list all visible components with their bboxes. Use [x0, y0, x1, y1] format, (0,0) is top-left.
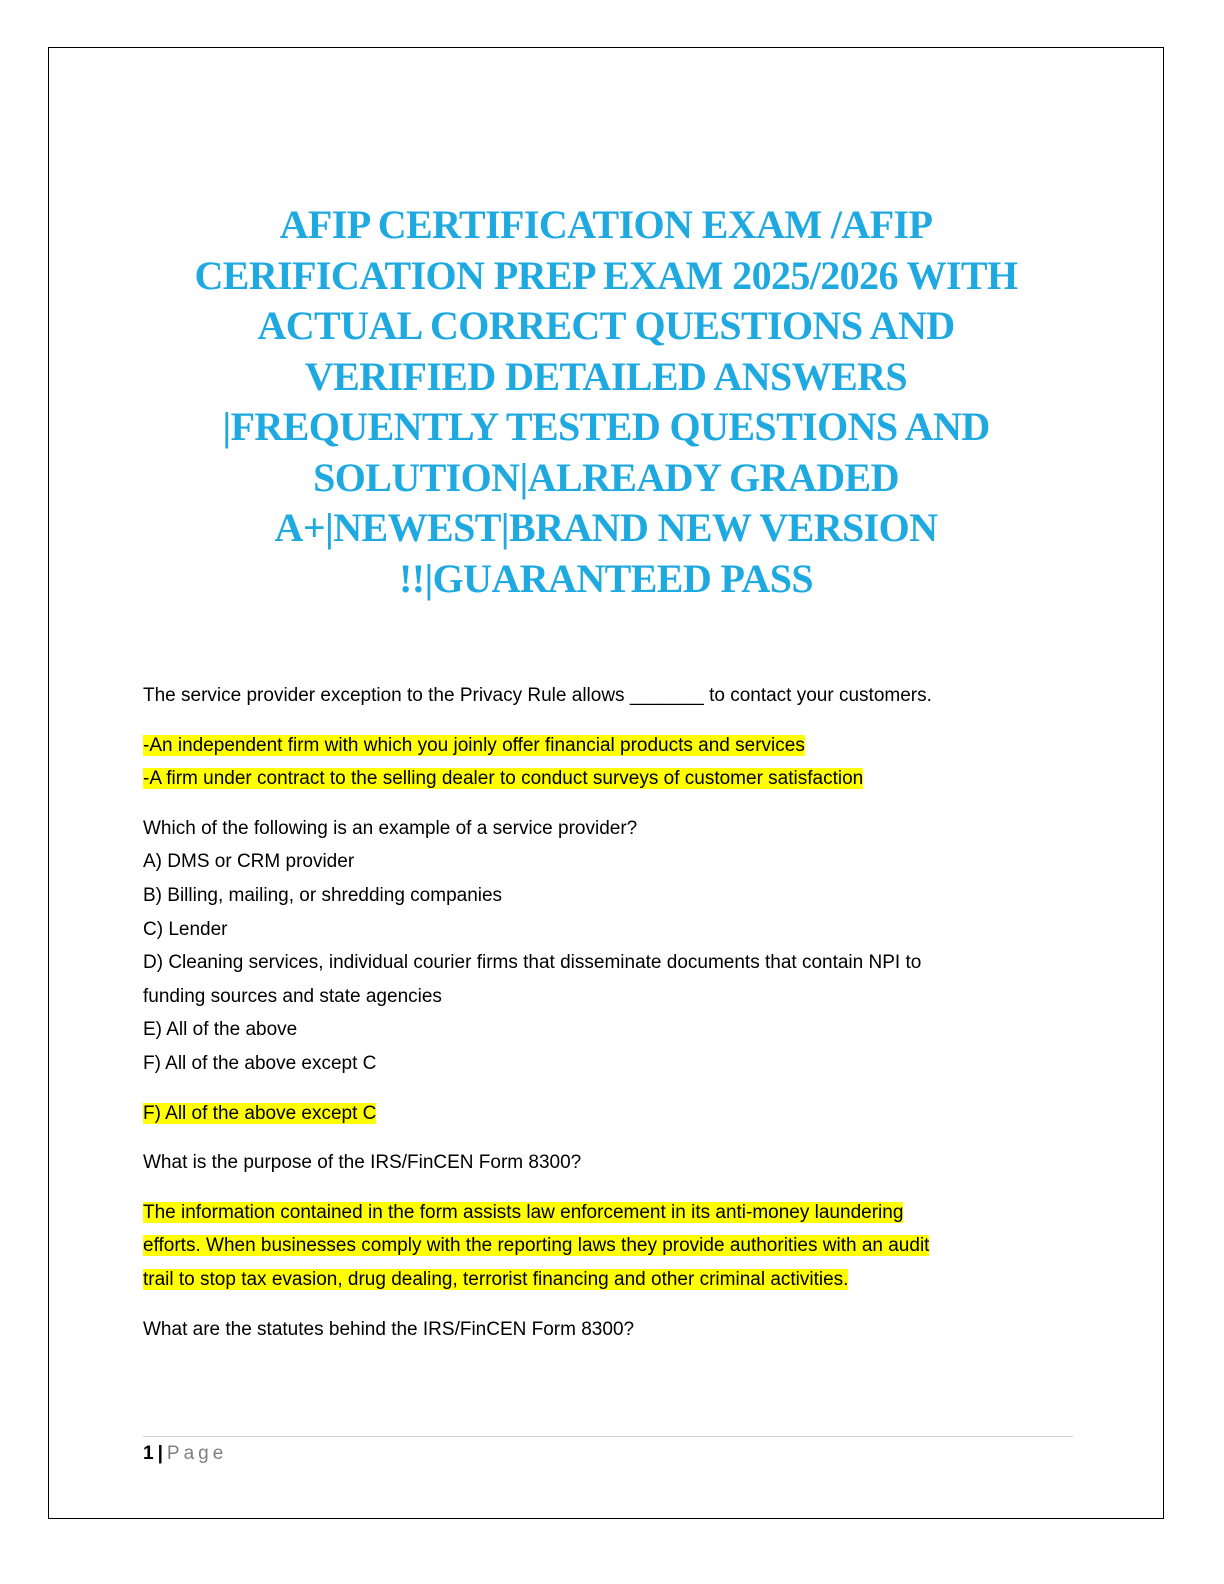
- title-line: A+|NEWEST|BRAND NEW VERSION: [274, 505, 938, 550]
- option-d-continued: funding sources and state agencies: [143, 985, 442, 1007]
- option-d: D) Cleaning services, individual courier firms that disseminate documents that contain NPI to: [143, 952, 922, 974]
- option-b: B) Billing, mailing, or shredding companies: [143, 884, 503, 906]
- question-2: Which of the following is an example of a service provider?: [143, 817, 638, 839]
- highlighted-answer: efforts. When businesses comply with the reporting laws they provide authorities with an audit: [143, 1235, 930, 1257]
- title-line: |FREQUENTLY TESTED QUESTIONS AND: [222, 404, 990, 449]
- option-e: E) All of the above: [143, 1019, 298, 1041]
- answer-1-line: [143, 729, 1083, 763]
- page-number: 1: [143, 1443, 154, 1464]
- title-line: AFIP CERTIFICATION EXAM /AFIP: [279, 202, 933, 247]
- answer-3-line: [143, 1263, 1083, 1297]
- option-a: A) DMS or CRM provider: [143, 851, 355, 873]
- document-title: [150, 200, 1062, 604]
- highlighted-answer: trail to stop tax evasion, drug dealing, terrorist financing and other criminal activities.: [143, 1268, 849, 1290]
- answer-2-line: [143, 1097, 1083, 1131]
- footer-separator: |: [157, 1443, 163, 1464]
- title-line: ACTUAL CORRECT QUESTIONS AND: [257, 303, 955, 348]
- highlighted-answer: The information contained in the form assists law enforcement in its anti-money laundering: [143, 1201, 904, 1223]
- title-line: !!|GUARANTEED PASS: [399, 555, 813, 601]
- title-line: VERIFIED DETAILED ANSWERS: [304, 353, 908, 399]
- footer-divider: [143, 1436, 1073, 1437]
- option-c: C) Lender: [143, 918, 228, 940]
- title-line: SOLUTION|ALREADY GRADED: [313, 454, 899, 500]
- title-line: CERIFICATION PREP EXAM 2025/2026 WITH: [194, 252, 1018, 298]
- highlighted-answer: F) All of the above except C: [143, 1102, 377, 1124]
- highlighted-answer: -An independent firm with which you joinly offer financial products and services: [143, 734, 805, 756]
- answer-3-line: [143, 1229, 1083, 1263]
- page-label: Page: [166, 1443, 228, 1464]
- option-f: F) All of the above except C: [143, 1052, 377, 1074]
- answer-3-line: [143, 1196, 1083, 1230]
- question-4: What are the statutes behind the IRS/FinCEN Form 8300?: [143, 1318, 635, 1340]
- question-1: The service provider exception to the Privacy Rule allows _______ to contact your customers.: [143, 685, 932, 706]
- document-body: [143, 679, 1083, 1346]
- question-3: What is the purpose of the IRS/FinCEN Form 8300?: [143, 1152, 582, 1174]
- answer-1-line: [143, 762, 1083, 796]
- page-footer: [143, 1441, 227, 1467]
- highlighted-answer: -A firm under contract to the selling dealer to conduct surveys of customer satisfaction: [143, 768, 864, 790]
